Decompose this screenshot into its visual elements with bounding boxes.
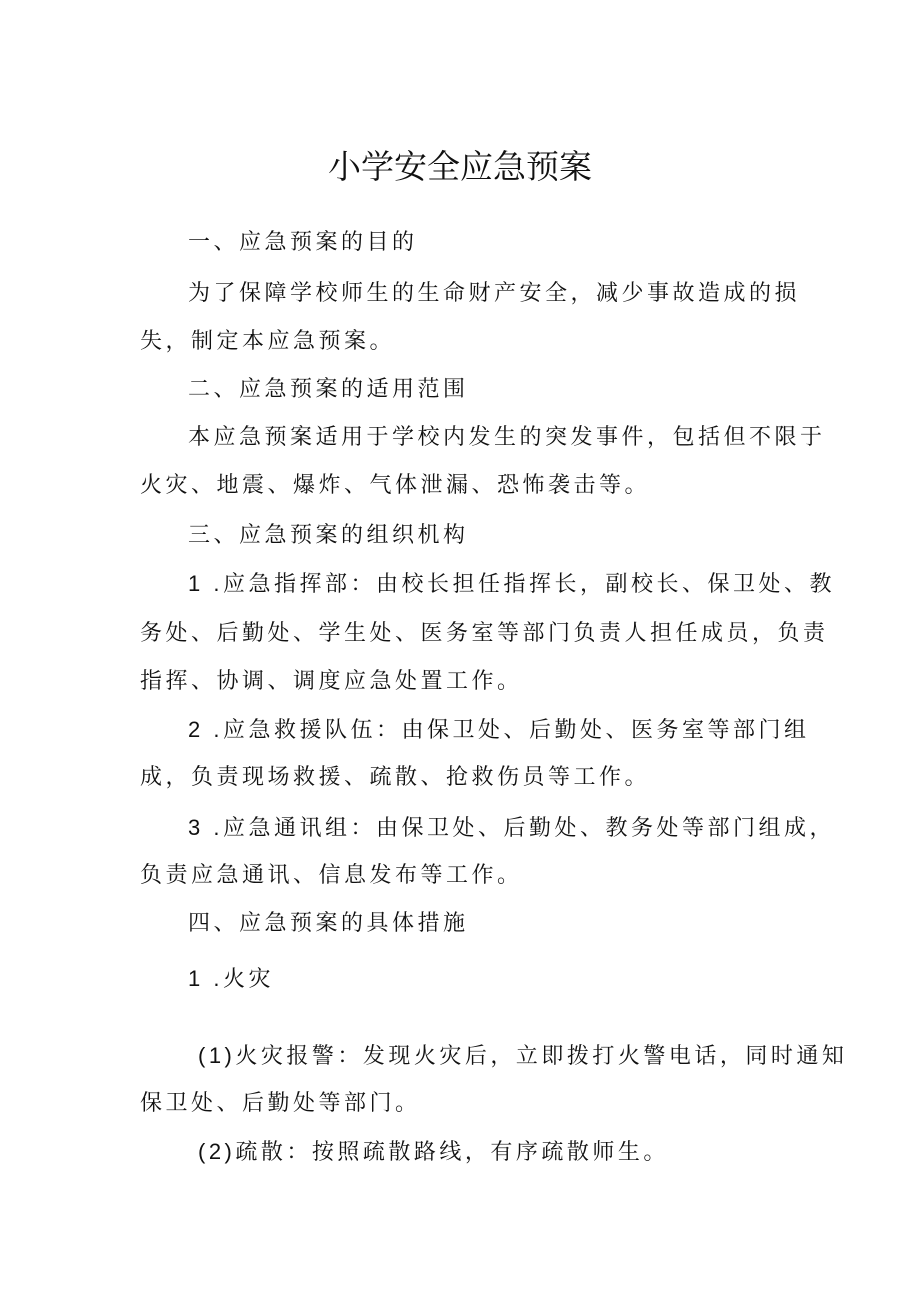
list-item-line: 1 .火灾 [188, 966, 274, 991]
section-heading-organization: 三、应急预案的组织机构 [188, 523, 469, 548]
section-heading-purpose: 一、应急预案的目的 [188, 230, 418, 255]
paragraph-line: 失，制定本应急预案。 [140, 329, 396, 354]
paragraph-line: 火灾、地震、爆炸、气体泄漏、恐怖袭击等。 [140, 473, 651, 498]
list-item-line: 3 .应急通讯组：由保卫处、后勤处、教务处等部门组成， [188, 815, 835, 840]
list-item-line: (1)火灾报警：发现火灾后，立即拨打火警电话，同时通知 [198, 1043, 848, 1068]
section-heading-scope: 二、应急预案的适用范围 [188, 377, 469, 402]
document-title: 小学安全应急预案 [328, 147, 592, 186]
section-heading-measures: 四、应急预案的具体措施 [188, 911, 469, 936]
paragraph-line: 成，负责现场救援、疏散、抢救伤员等工作。 [140, 765, 651, 790]
paragraph-line: 保卫处、后勤处等部门。 [140, 1091, 421, 1116]
list-item-line: 2 .应急救援队伍：由保卫处、后勤处、医务室等部门组 [188, 717, 810, 742]
paragraph-line: 指挥、协调、调度应急处置工作。 [140, 669, 523, 694]
list-item-line: 1 .应急指挥部：由校长担任指挥长，副校长、保卫处、教 [188, 571, 835, 596]
paragraph-line: 为了保障学校师生的生命财产安全，减少事故造成的损 [188, 281, 801, 306]
list-item-line: (2)疏散：按照疏散路线，有序疏散师生。 [198, 1139, 669, 1164]
paragraph-line: 负责应急通讯、信息发布等工作。 [140, 863, 523, 888]
paragraph-line: 本应急预案适用于学校内发生的突发事件，包括但不限于 [188, 425, 826, 450]
paragraph-line: 务处、后勤处、学生处、医务室等部门负责人担任成员，负责 [140, 621, 829, 646]
